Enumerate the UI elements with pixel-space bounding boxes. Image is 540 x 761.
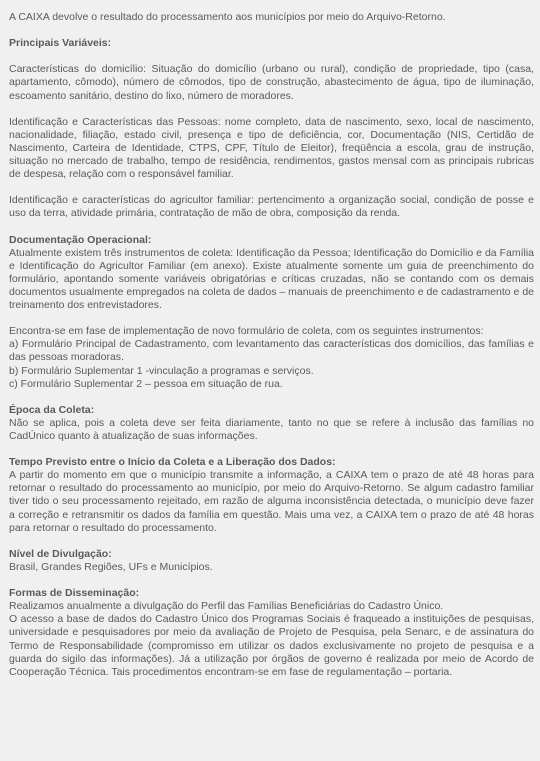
paragraph-identificacao-pessoas: Identificação e Características das Pessoas: nome completo, data de nascimento, sexo, local de nascimento, nacionalidade, filiação, estado civil, presença e tipo de deficiência, cor, Documentação (NIS, Certidão de Nascimento, Carteira de Identidade, CTPS, CPF, Título de Eleitor), freqüência a escola, grau de instrução, situação no mercado de trabalho, tempo de residência, rendimentos, gastos mensal com as principais rubricas de despesa, relação com o responsável familiar. bbox=[9, 115, 534, 181]
paragraph-epoca-coleta: Não se aplica, pois a coleta deve ser feita diariamente, tanto no que se refere à inclusão das famílias no CadÚnico quanto à atualização de suas informações. bbox=[9, 416, 534, 442]
paragraph-tempo-previsto: A partir do momento em que o município transmite a informação, a CAIXA tem o prazo de até 48 horas para retornar o resultado do processamento ao município, por meio do Arquivo-Retorno. Se algum cadastro familiar tiver tido o seu processamento rejeitado, em razão de alguma inconsistência detectada, o município deve fazer a correção e retransmitir os dados da família em questão. Mais uma vez, a CAIXA tem o prazo de até 48 horas para retornar o resultado do processamento. bbox=[9, 469, 534, 534]
heading-principais-variaveis: Principais Variáveis: bbox=[9, 37, 112, 50]
paragraph-novo-formulario: Encontra-se em fase de implementação de novo formulário de coleta, com os seguintes instrumentos: bbox=[9, 325, 484, 338]
section-epoca-coleta bbox=[9, 404, 534, 443]
section-formas-disseminacao bbox=[9, 587, 534, 679]
list-item-formulario-suplementar-1: b) Formulário Suplementar 1 -vinculação a programas e serviços. bbox=[9, 364, 314, 377]
section-tempo-previsto bbox=[9, 456, 534, 535]
intro-paragraph: A CAIXA devolve o resultado do processamento aos municípios por meio do Arquivo-Retorno. bbox=[9, 11, 446, 23]
section-documentacao-operacional bbox=[9, 234, 534, 313]
paragraph-nivel-divulgacao: Brasil, Grandes Regiões, UFs e Municípios. bbox=[9, 560, 213, 573]
heading-epoca-coleta: Época da Coleta: bbox=[9, 403, 95, 416]
heading-nivel-divulgacao: Nível de Divulgação: bbox=[9, 547, 112, 560]
section-novo-formulario bbox=[9, 325, 534, 390]
paragraph-perfil-familias: Realizamos anualmente a divulgação do Perfil das Famílias Beneficiárias do Cadastro Único. bbox=[9, 600, 444, 613]
paragraph-caracteristicas-domicilio: Características do domicílio: Situação do domicílio (urbano ou rural), condição de propriedade, tipo (casa, apartamento, cômodo), número de cômodos, tipo de construção, abastecimento de água, tipo de iluminação, escoamento sanitário, destino do lixo, número de moradores. bbox=[9, 63, 534, 102]
heading-tempo-previsto: Tempo Previsto entre o Início da Coleta e a Liberação dos Dados: bbox=[9, 456, 336, 469]
section-nivel-divulgacao bbox=[9, 548, 534, 574]
section-principais-variaveis bbox=[9, 37, 534, 50]
paragraph-agricultor-familiar: Identificação e características do agricultor familiar: pertencimento a organização social, condição de posse e uso da terra, atividade primária, contratação de mão de obra, composição da renda. bbox=[9, 194, 534, 220]
heading-documentacao-operacional: Documentação Operacional: bbox=[9, 233, 152, 246]
paragraph-acesso-base-dados: O acesso a base de dados do Cadastro Único dos Programas Sociais é fraqueado a instituições de pesquisas, universidade e pesquisadores por meio da avaliação de Projeto de Pesquisa, pela Senarc, e de assinatura do Termo de Responsabilidade (compromisso em utilizar os dados exclusivamente no projeto de pesquisa e a guarda do sigilo das informações). Já a utilização por órgãos de governo é realizada por meio de Acordo de Cooperação Técnica. Tais procedimentos encontram-se em fase de regulamentação – portaria. bbox=[9, 613, 534, 678]
list-item-formulario-principal: a) Formulário Principal de Cadastramento, com levantamento das características dos domicílios, das famílias e das pessoas moradoras. bbox=[9, 338, 534, 364]
heading-formas-disseminacao: Formas de Disseminação: bbox=[9, 587, 140, 600]
paragraph-documentacao-operacional: Atualmente existem três instrumentos de coleta: Identificação da Pessoa; Identificação do Domicílio e da Família e Identificação do Agricultor Familiar (em anexo). Existe atualmente somente um guia de preenchimento do formulário, apontando somente variáveis obrigatórias e críticas cruzadas, não se contando com os demais documentos usualmente empregados na coleta de dados – manuais de preenchimento e de cadastramento e de treinamento dos entrevistadores. bbox=[9, 246, 534, 312]
list-item-formulario-suplementar-2: c) Formulário Suplementar 2 – pessoa em situação de rua. bbox=[9, 377, 283, 390]
